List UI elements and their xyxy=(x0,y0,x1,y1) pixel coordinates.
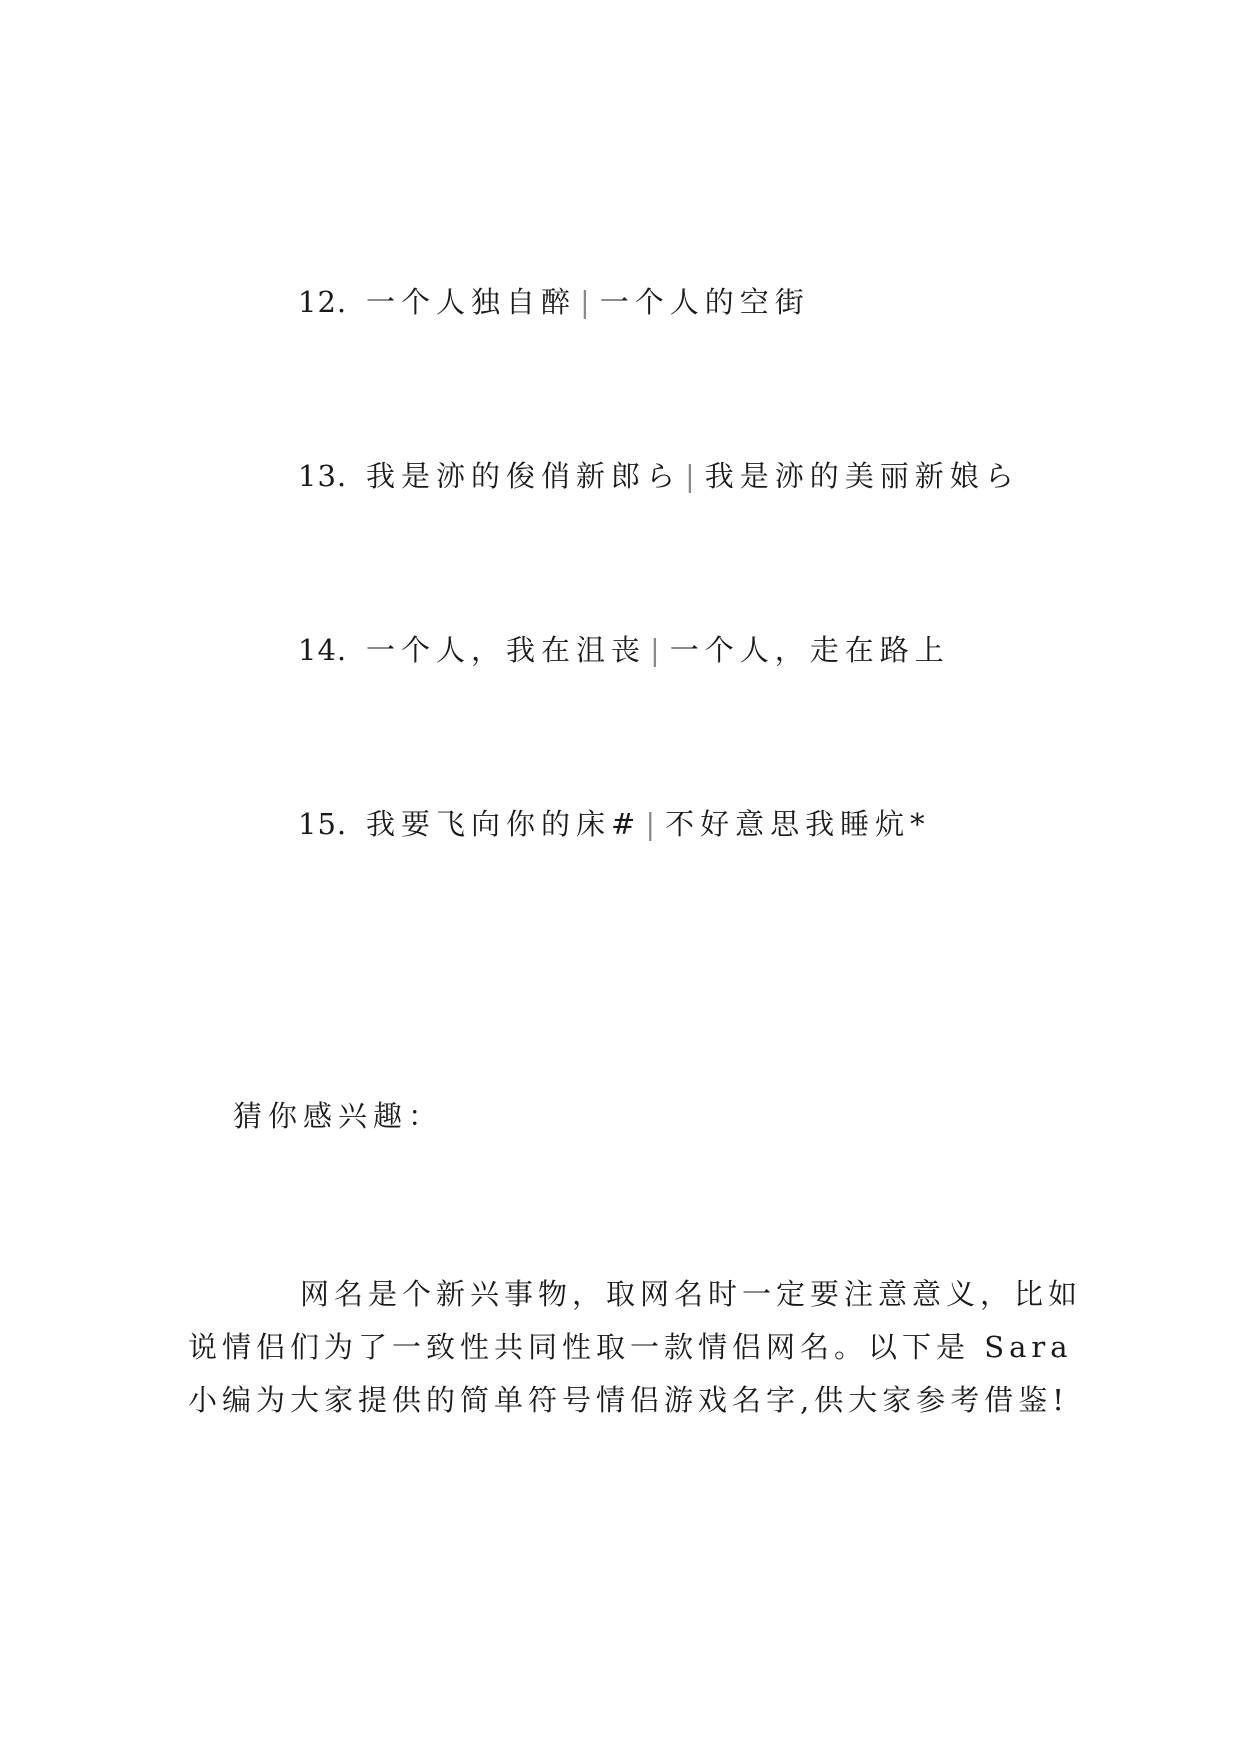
item-right-name: 不好意思我睡炕* xyxy=(665,807,931,841)
item-number: 15. xyxy=(298,807,348,841)
item-separator: | xyxy=(685,459,701,493)
item-right-name: 我是洂的美丽新娘ら xyxy=(704,459,1020,493)
intro-line: 说情侣们为了一致性共同性取一款情侣网名。以下是 Sara xyxy=(188,1330,1073,1364)
item-right-name: 一个人的空街 xyxy=(599,285,810,319)
item-number: 13. xyxy=(298,459,348,493)
item-left-name: 一个人独自醉 xyxy=(366,285,577,319)
item-separator: | xyxy=(580,285,596,319)
intro-line: 小编为大家提供的简单符号情侣游戏名字,供大家参考借鉴! xyxy=(188,1383,1069,1417)
list-item-12 xyxy=(298,282,810,322)
item-left-name: 我是洂的俊俏新郎ら xyxy=(366,459,682,493)
intro-paragraph xyxy=(188,1268,1083,1427)
item-separator: | xyxy=(650,633,666,667)
list-item-13 xyxy=(298,456,1020,496)
item-number: 12. xyxy=(298,285,348,319)
item-number: 14. xyxy=(298,633,348,667)
item-separator: | xyxy=(645,807,662,841)
item-right-name: 一个人，走在路上 xyxy=(669,633,950,667)
list-item-14 xyxy=(298,630,950,670)
item-left-name: 我要飞向你的床# xyxy=(366,807,642,841)
section-heading: 猜你感兴趣： xyxy=(233,1099,444,1133)
item-left-name: 一个人，我在沮丧 xyxy=(366,633,647,667)
intro-line: 网名是个新兴事物，取网名时一定要注意意义，比如 xyxy=(300,1277,1083,1311)
list-item-15 xyxy=(298,804,931,844)
